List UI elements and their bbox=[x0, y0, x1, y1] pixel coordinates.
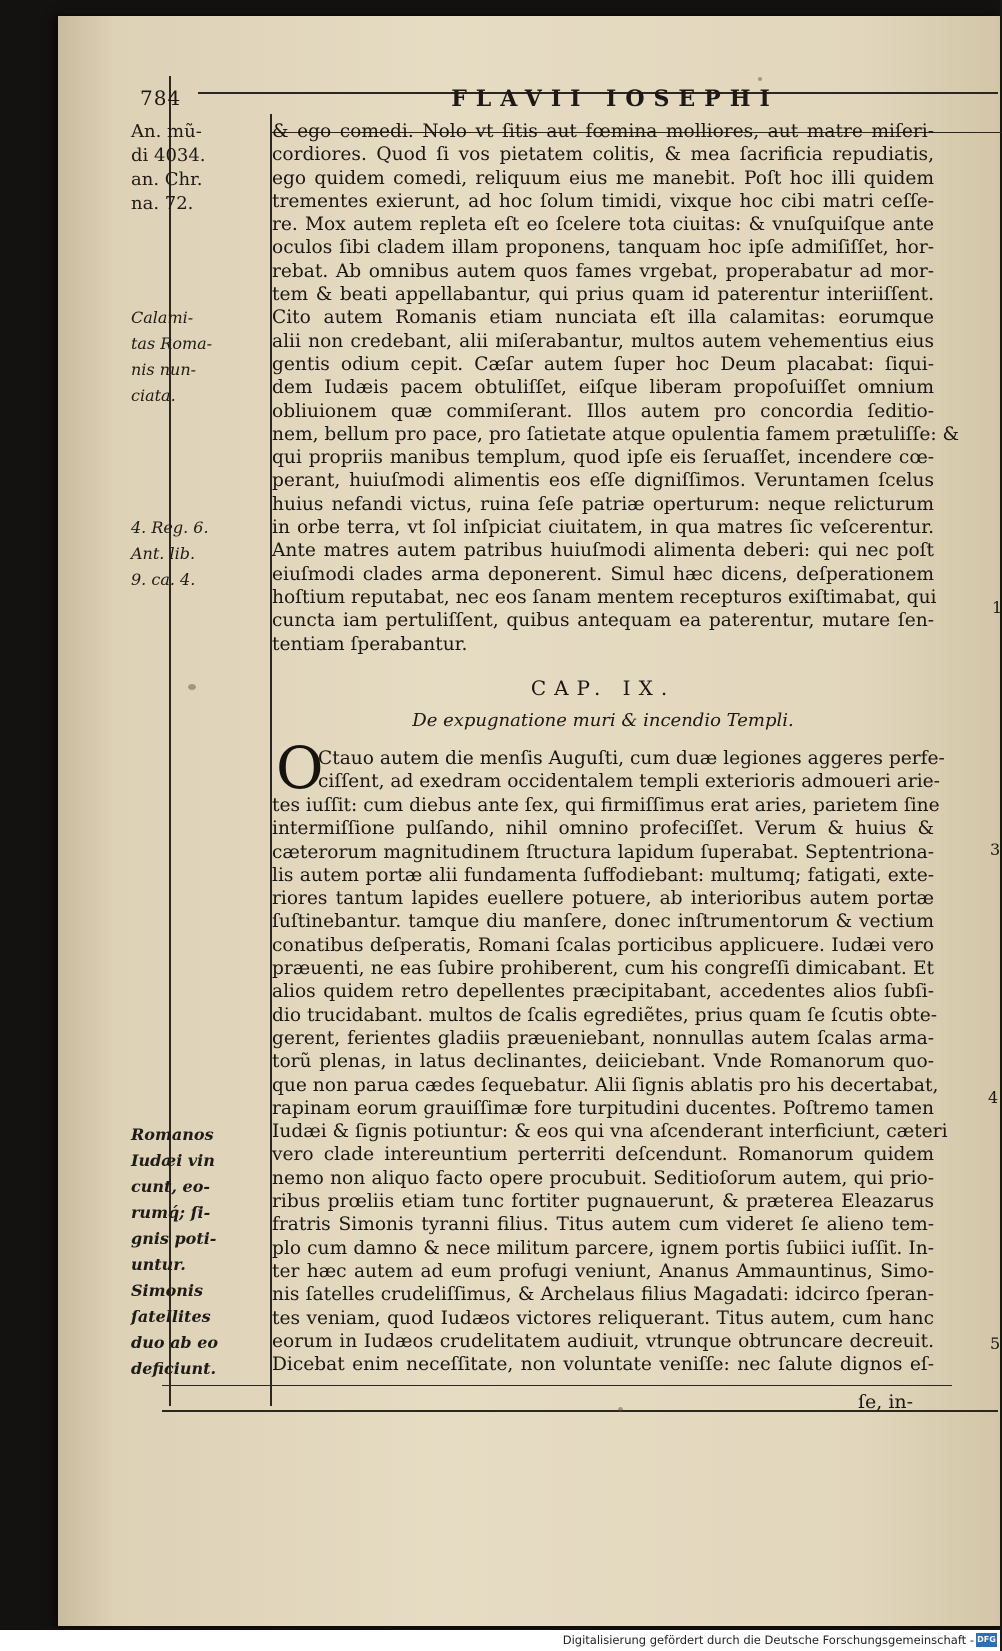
text-line: in orbe terra, vt ſol inſpiciat ciuitatem, in qua matres ſic veſcerentur. bbox=[272, 517, 934, 539]
body-text-top bbox=[272, 120, 960, 656]
bottom-rule-short bbox=[162, 1385, 952, 1386]
margin-note-reference: 4. Reg. 6. Ant. lib. 9. ca. 4. bbox=[131, 518, 209, 589]
text-line: qui propriis manibus templum, quod ipſe eis ſeruaſſet, incendere cœ- bbox=[272, 447, 934, 469]
paper-speck bbox=[758, 77, 762, 81]
text-line: tes veniam, quod Iudæos victores reliquerant. Titus autem, cum hanc bbox=[272, 1307, 934, 1329]
paper-speck bbox=[618, 1407, 623, 1412]
text-line: & ego comedi. Nolo vt ſitis aut fœmina molliores, aut matre miſeri- bbox=[272, 121, 934, 142]
text-line: ribus prœliis etiam tunc fortiter pugnauerunt, & præterea Eleazarus bbox=[272, 1191, 934, 1213]
text-line: re. Mox autem repleta eſt eo ſcelere tota ciuitas: & vnuſquiſque ante bbox=[272, 214, 934, 236]
text-line: nemo non aliquo facto opere procubuit. Seditioſorum autem, qui prio- bbox=[272, 1167, 934, 1189]
text-line: alios quidem retro depellentes præcipitabant, accedentes alios ſubſi- bbox=[272, 981, 934, 1003]
dfg-logo: DFG bbox=[976, 1633, 997, 1647]
text-line: torũ plenas, in latus declinantes, deiiciebant. Vnde Romanorum quo- bbox=[272, 1051, 934, 1073]
page-number: 784 bbox=[140, 86, 182, 110]
text-line: tem & beati appellabantur, qui prius quam id paterentur interiiſſent. bbox=[272, 284, 934, 306]
text-line: obliuionem quæ commiſerant. Illos autem pro concordia ſeditio- bbox=[272, 400, 934, 422]
text-line: hoſtium reputabat, nec eos ſanam mentem recepturos exiſtimabat, qui bbox=[272, 586, 937, 608]
text-line: lis autem portæ alii fundamenta ſuffodiebant: multumq; fatigati, exte- bbox=[272, 864, 934, 886]
text-line: intermiſſione pulſando, nihil omnino profeciſſet. Verum & huius & bbox=[272, 818, 934, 840]
text-line: tes iuſſit: cum diebus ante ſex, qui firmiſſimus erat aries, parietem ſine bbox=[272, 795, 940, 816]
text-line: cordiores. Quod ſi vos pietatem colitis, & mea ſacrificia repudiatis, bbox=[272, 144, 934, 166]
margin-note-dating: An. mũ- di 4034. an. Chr. na. 72. bbox=[131, 121, 206, 214]
text-line: ciſſent, ad exedram occidentalem templi exterioris admoueri arie- bbox=[318, 771, 940, 793]
text-line: oculos ſibi cladem illam proponens, tanquam hoc ipſe admiſiſſet, hor- bbox=[272, 237, 934, 259]
text-line: dem Iudæis pacem obtuliſſet, eiſque liberam propoſuiſſet omnium bbox=[272, 377, 934, 399]
text-line: riores tantum lapides euellere potuere, ab interioribus autem portæ bbox=[272, 888, 934, 910]
text-line: Ctauo autem die menſis Auguſti, cum duæ legiones aggeres perfe- bbox=[318, 748, 945, 769]
text-line: ego quidem comedi, reliquum eius me manebit. Poſt hoc illi quidem bbox=[272, 167, 934, 189]
chapter-subtitle: De expugnatione muri & incendio Templi. bbox=[412, 710, 794, 731]
edge-mark: 1 bbox=[992, 598, 1002, 617]
text-line: nem, bellum pro pace, pro ſatietate atque opulentia famem prætuliſſe: & bbox=[272, 423, 960, 445]
text-line: gentis odium cepit. Cæſar autem ſuper hoc Deum placabat: ſiqui- bbox=[272, 353, 934, 375]
running-head bbox=[140, 86, 940, 122]
drop-cap: O bbox=[276, 734, 324, 802]
text-line: nis ſatelles crudeliſſimus, & Archelaus filius Magadati: idcirco ſperan- bbox=[272, 1284, 934, 1306]
text-line: rebat. Ab omnibus autem quos fames vrgebat, properabatur ad mor- bbox=[272, 260, 934, 282]
edge-mark: 4 bbox=[988, 1088, 999, 1107]
text-line: conatibus deſperatis, Romani ſcalas porticibus applicuere. Iudæi vero bbox=[272, 934, 934, 956]
text-line: dio trucidabant. multos de ſcalis egrediẽtes, prius quam ſe ſcutis obte- bbox=[272, 1004, 938, 1026]
margin-note-calamitas: Calami- tas Roma- nis nun- ciata. bbox=[131, 308, 213, 405]
text-line: que non parua cædes ſequebatur. Alii ſignis ablatis pro his decertabat, bbox=[272, 1074, 939, 1096]
text-line: Cito autem Romanis etiam nunciata eſt illa calamitas: eorumque bbox=[272, 307, 934, 329]
catchword: ſe, in- bbox=[858, 1391, 914, 1413]
digitization-footer bbox=[0, 1630, 1000, 1651]
body-text-bottom bbox=[272, 794, 948, 1376]
text-line: ter hæc autem ad eum profugi veniunt, Ananus Ammauntinus, Simo- bbox=[272, 1260, 934, 1282]
paper-speck bbox=[188, 684, 196, 690]
text-line: plo cum damno & nece militum parcere, ignem portis ſubiici iuſſit. In- bbox=[272, 1237, 934, 1259]
text-line: perant, huiuſmodi alimentis eos eſſe digniſſimos. Veruntamen ſcelus bbox=[272, 470, 934, 492]
text-line: cæterorum magnitudinem ſtructura lapidum ſuperabat. Septentriona- bbox=[272, 841, 934, 863]
text-line: Dicebat enim neceſſitate, non voluntate veniſſe: nec ſalute dignos eſ- bbox=[272, 1354, 934, 1376]
text-line: rapinam eorum grauiſſimæ fore turpitudini ducentes. Poſtremo tamen bbox=[272, 1097, 934, 1119]
text-line: huius nefandi victus, ruina ſeſe patriæ operturum: neque relicturum bbox=[272, 493, 934, 515]
text-line: eorum in Iudæos crudelitatem audiuit, vtrunque obtruncare decreuit. bbox=[272, 1330, 934, 1352]
edge-mark: 5 bbox=[990, 1334, 1001, 1353]
margin-note-romanos: Romanos Iudæi vin cunt, eo- rumq́; ſi- gnis poti- untur. Simonis ſatellites duo ab eo deficiunt. bbox=[131, 1125, 219, 1378]
text-line: Iudæi & ſignis potiuntur: & eos qui vna aſcenderant interficiunt, cæteri bbox=[272, 1121, 948, 1143]
text-line: eiuſmodi clades arma deponerent. Simul hæc dicens, deſperationem bbox=[272, 563, 934, 585]
body-text-dropcap-lines bbox=[318, 747, 945, 794]
edge-mark: 3 bbox=[990, 840, 1001, 859]
text-line: ſuſtinebantur. tamque diu manſere, donec inſtrumentorum & vectium bbox=[272, 911, 934, 933]
text-line: fratris Simonis tyranni filius. Titus autem cum videret ſe alieno tem- bbox=[272, 1214, 934, 1236]
running-title: FLAVII IOSEPHI bbox=[451, 86, 779, 112]
text-line: alii non credebant, alii miſerabantur, multos autem vehementius eius bbox=[272, 330, 934, 352]
chapter-heading: CAP. IX. bbox=[530, 676, 676, 700]
text-line: gerent, ferientes gladiis præueniebant, nonnullas autem ſcalas arma- bbox=[272, 1027, 934, 1049]
text-line: cuncta iam pertuliſſent, quibus antequam ea paterentur, mutare ſen- bbox=[272, 610, 934, 632]
footer-credit: Digitalisierung gefördert durch die Deutsche Forschungsgemeinschaft - bbox=[562, 1633, 974, 1647]
text-line: præuenti, ne eas ſubire prohiberent, cum his congreſſi dimicabant. Et bbox=[272, 958, 934, 980]
text-line: Ante matres autem patribus huiuſmodi alimenta deberi: qui nec poſt bbox=[272, 540, 934, 562]
text-line: tentiam ſperabantur. bbox=[272, 633, 468, 655]
text-line: vero clade intereuntium perterriti deſcendunt. Romanorum quidem bbox=[272, 1144, 934, 1166]
text-line: trementes exierunt, ad hoc ſolum timidi, vixque hoc cibi matri ceſſe- bbox=[272, 190, 934, 212]
